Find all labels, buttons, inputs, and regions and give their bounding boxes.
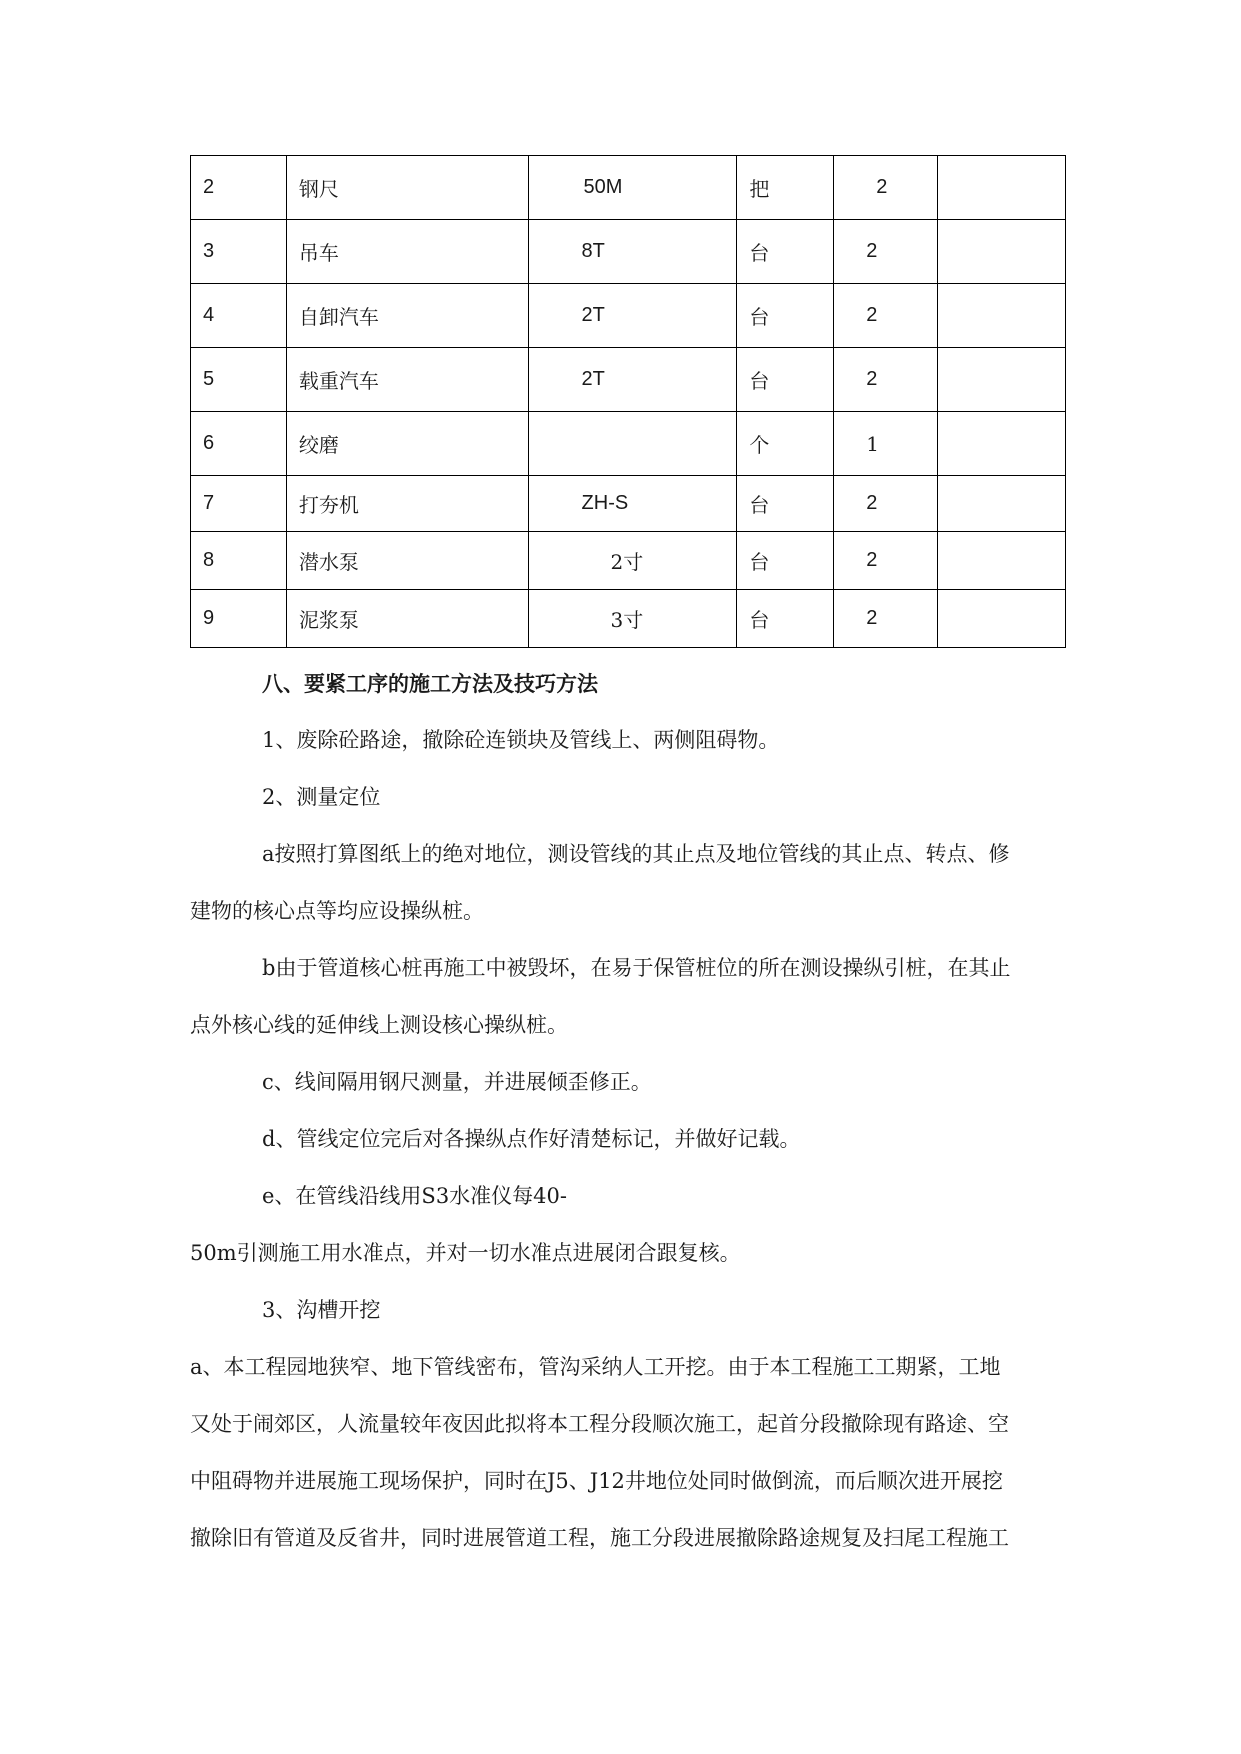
spec-cell: 2寸 [528,532,737,590]
row-number-cell: 3 [191,220,287,284]
paragraph-line: 建物的核心点等均应设操纵桩。 [190,899,484,923]
equipment-name-cell: 绞磨 [286,412,528,476]
equipment-name-cell: 打夯机 [286,476,528,532]
equipment-name-cell: 潜水泵 [286,532,528,590]
unit-cell: 台 [737,590,834,648]
spec-cell: 2T [528,348,737,412]
unit-cell: 台 [737,476,834,532]
row-number-cell: 6 [191,412,287,476]
paragraph-line: a按照打算图纸上的绝对地位，测设管线的其止点及地位管线的其止点、转点、修 [262,842,1010,866]
paragraph-line: b由于管道核心桩再施工中被毁坏，在易于保管桩位的所在测设操纵引桩，在其止 [262,956,1011,980]
section-heading: 八、要紧工序的施工方法及技巧方法 [262,671,598,696]
spec-cell [528,412,737,476]
paragraph-line: e、在管线沿线用S3水准仪每40- [262,1184,567,1208]
row-number-cell: 5 [191,348,287,412]
row-number-cell: 2 [191,156,287,220]
paragraph: d、管线定位完后对各操纵点作好清楚标记，并做好记载。 [262,1127,801,1151]
table-row [191,156,1066,220]
equipment-name-cell: 泥浆泵 [286,590,528,648]
remark-cell [938,348,1066,412]
paragraph-line: 点外核心线的延伸线上测设核心操纵桩。 [190,1013,568,1037]
table-row [191,284,1066,348]
remark-cell [938,532,1066,590]
spec-cell: ZH-S [528,476,737,532]
body-text [190,655,1070,1567]
table-row [191,476,1066,532]
remark-cell [938,284,1066,348]
paragraph-line: 又处于闹郊区，人流量较年夜因此拟将本工程分段顺次施工，起首分段撤除现有路途、空 [190,1412,1009,1436]
remark-cell [938,156,1066,220]
quantity-cell: 2 [834,220,938,284]
unit-cell: 台 [737,284,834,348]
table-row [191,590,1066,648]
table-row [191,412,1066,476]
quantity-cell: 2 [834,156,938,220]
paragraph-line: a、本工程园地狭窄、地下管线密布，管沟采纳人工开挖。由于本工程施工工期紧，工地 [190,1355,1001,1379]
table-row [191,220,1066,284]
equipment-name-cell: 钢尺 [286,156,528,220]
paragraph-line: 撤除旧有管道及反省井，同时进展管道工程，施工分段进展撤除路途规复及扫尾工程施工 [190,1526,1009,1550]
quantity-cell: 2 [834,348,938,412]
equipment-name-cell: 吊车 [286,220,528,284]
paragraph: 1、废除砼路途，撤除砼连锁块及管线上、两侧阻碍物。 [262,728,780,752]
paragraph-line: 中阻碍物并进展施工现场保护，同时在J5、J12井地位处同时做倒流，而后顺次进开展挖 [190,1469,1003,1493]
unit-cell: 台 [737,532,834,590]
quantity-cell: 2 [834,532,938,590]
row-number-cell: 4 [191,284,287,348]
paragraph: 3、沟槽开挖 [262,1298,381,1322]
spec-cell: 50M [528,156,737,220]
remark-cell [938,412,1066,476]
spec-cell: 3寸 [528,590,737,648]
quantity-cell: 2 [834,476,938,532]
unit-cell: 台 [737,220,834,284]
unit-cell: 个 [737,412,834,476]
remark-cell [938,476,1066,532]
unit-cell: 把 [737,156,834,220]
spec-cell: 2T [528,284,737,348]
equipment-name-cell: 载重汽车 [286,348,528,412]
paragraph: c、线间隔用钢尺测量，并进展倾歪修正。 [262,1070,652,1094]
quantity-cell: 1 [834,412,938,476]
paragraph-line: 50m引测施工用水准点，并对一切水准点进展闭合跟复核。 [190,1241,741,1265]
table-row [191,348,1066,412]
equipment-name-cell: 自卸汽车 [286,284,528,348]
unit-cell: 台 [737,348,834,412]
table-row [191,532,1066,590]
paragraph: 2、测量定位 [262,785,381,809]
remark-cell [938,220,1066,284]
remark-cell [938,590,1066,648]
quantity-cell: 2 [834,590,938,648]
equipment-table [190,155,1066,648]
row-number-cell: 8 [191,532,287,590]
row-number-cell: 9 [191,590,287,648]
quantity-cell: 2 [834,284,938,348]
spec-cell: 8T [528,220,737,284]
row-number-cell: 7 [191,476,287,532]
equipment-table-body [191,156,1066,648]
